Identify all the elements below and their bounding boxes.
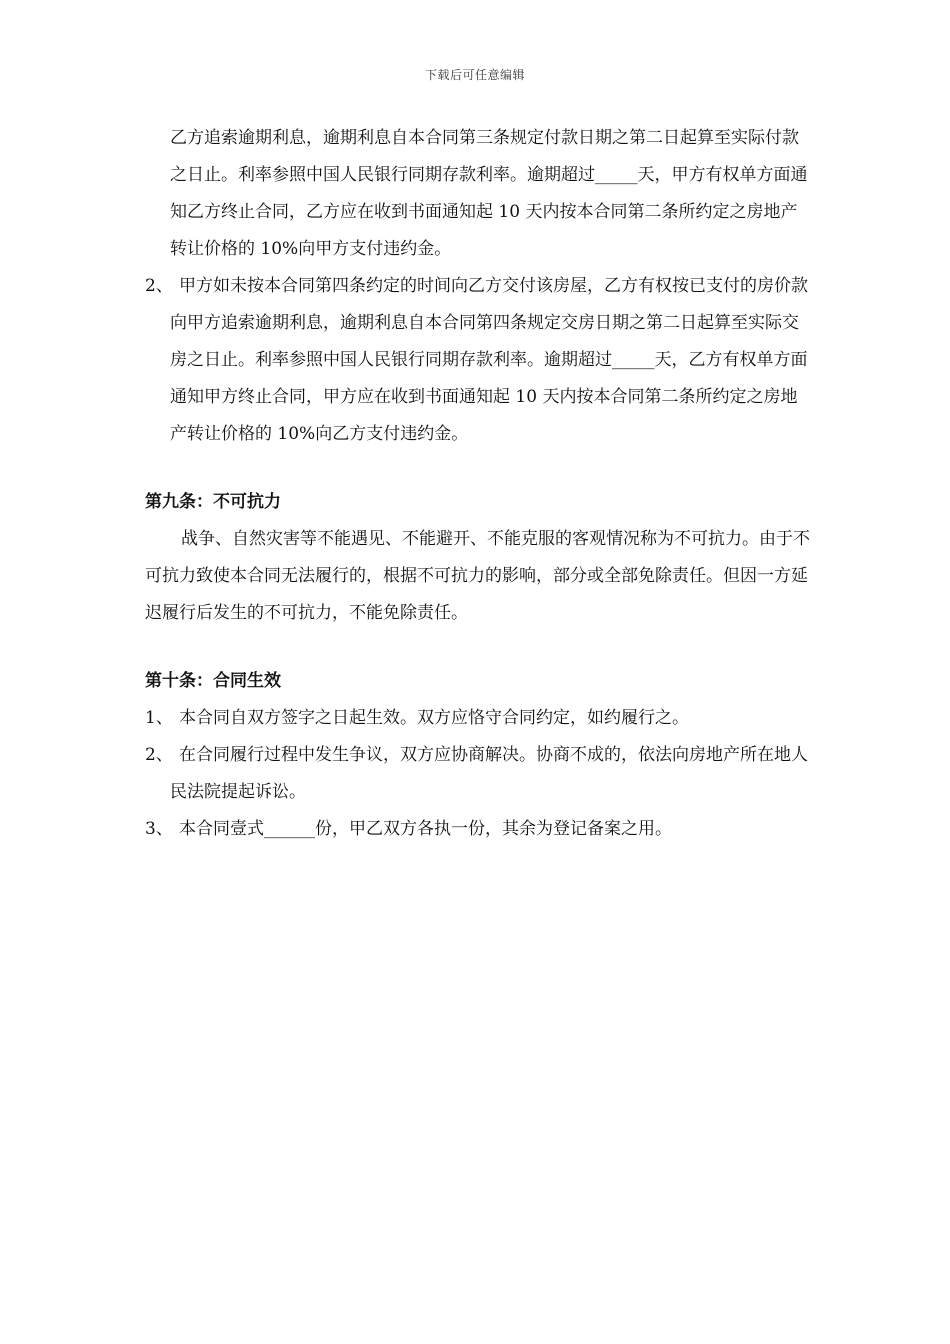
list-text: 在合同履行过程中发生争议，双方应协商解决。协商不成的，依法向房地产所在地人民法院提起诉讼。 xyxy=(170,745,808,802)
spacer xyxy=(145,453,810,484)
article8-continuation: 乙方追索逾期利息，逾期利息自本合同第三条规定付款日期之第二日起算至实际付款之日止。利率参照中国人民银行同期存款利率。逾期超过_____天，甲方有权单方面通知乙方终止合同，乙方应在收到书面通知起 10 天内按本合同第二条所约定之房地产转让价格的 10%向甲方支付违约金。 xyxy=(170,128,808,259)
list-number: 2、 xyxy=(145,745,173,765)
article10-item-1 xyxy=(145,700,810,737)
article9-body: 战争、自然灾害等不能遇见、不能避开、不能克服的客观情况称为不可抗力。由于不可抗力致使本合同无法履行的，根据不可抗力的影响，部分或全部免除责任。但因一方延迟履行后发生的不可抗力，不能免除责任。 xyxy=(145,529,810,623)
article10-heading: 第十条：合同生效 xyxy=(145,671,281,691)
spacer xyxy=(145,632,810,663)
header-note: 下载后可任意编辑 xyxy=(424,68,525,82)
article8-item-2 xyxy=(145,268,810,453)
document-body xyxy=(145,120,810,848)
article10-item-3 xyxy=(145,811,810,848)
list-text: 本合同壹式______份，甲乙双方各执一份，其余为登记备案之用。 xyxy=(179,819,672,839)
article10-item-2 xyxy=(145,737,810,811)
list-text: 甲方如未按本合同第四条约定的时间向乙方交付该房屋，乙方有权按已支付的房价款向甲方追索逾期利息，逾期利息自本合同第四条规定交房日期之第二日起算至实际交房之日止。利率参照中国人民银行同期存款利率。逾期超过_____天，乙方有权单方面通知甲方终止合同，甲方应在收到书面通知起 10 天内按本合同第二条所约定之房地产转让价格的 10%向乙方支付违约金。 xyxy=(170,276,808,444)
list-number: 3、 xyxy=(145,819,173,839)
list-text: 本合同自双方签字之日起生效。双方应恪守合同约定，如约履行之。 xyxy=(179,708,689,728)
list-number: 2、 xyxy=(145,276,173,296)
article9-heading: 第九条：不可抗力 xyxy=(145,492,281,512)
list-number: 1、 xyxy=(145,708,173,728)
